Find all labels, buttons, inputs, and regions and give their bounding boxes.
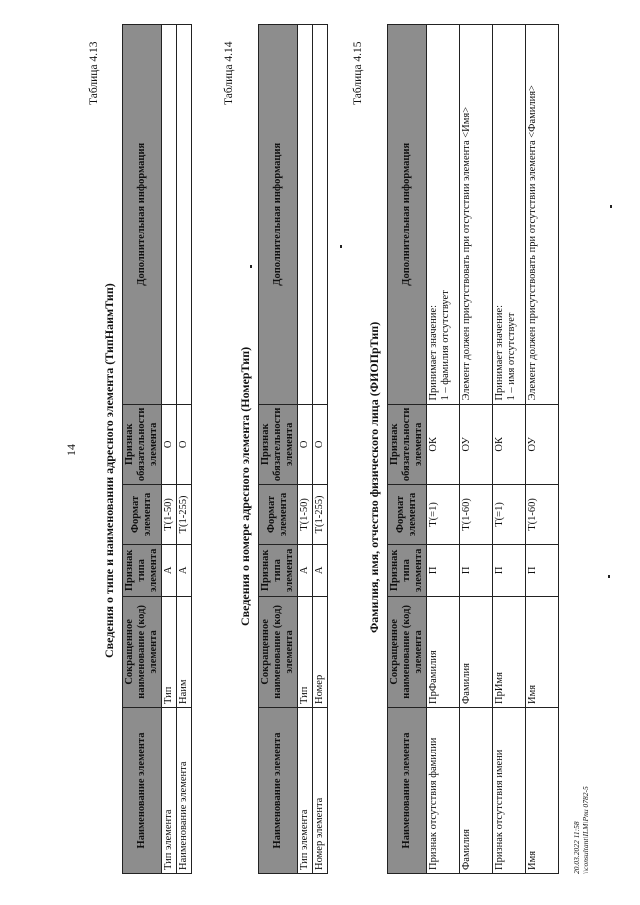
element-format-cell: T(1-60) [460,485,493,545]
col-required-header: Признак обязательности элемента [123,404,162,485]
element-code-cell: Тип [162,596,177,707]
table-row [460,25,493,874]
element-required-cell: О [177,404,192,485]
element-info-cell [162,25,177,405]
table-row [526,25,559,874]
table-4-15 [387,24,559,874]
element-required-cell: ОУ [460,404,493,485]
col-info-header: Дополнительная информация [388,25,427,405]
element-info-cell: Принимает значение: 1 – имя отсутствует [493,25,526,405]
table-4-14-label: Таблица 4.14 [223,41,235,105]
col-required-header: Признак обязательности элемента [388,404,427,485]
element-type-cell: П [526,544,559,596]
table-row [298,25,313,874]
element-info-cell [298,25,313,405]
col-format-header: Формат элемента [388,485,427,545]
col-name-header: Наименование элемента [388,707,427,873]
element-type-cell: А [177,544,192,596]
element-type-cell: А [313,544,328,596]
element-required-cell: ОК [493,404,526,485]
table-4-13-caption: Сведения о типе и наименовании адресного элемента (ТипНаимТип) [102,283,116,658]
footer-stamp [572,786,591,874]
table-4-13 [122,24,192,874]
element-info-cell: Элемент должен присутствовать при отсутствии элемента <Фамилия> [526,25,559,405]
element-info-cell [313,25,328,405]
element-name-cell: Тип элемента [298,707,313,873]
table-header-row [388,25,427,874]
table-header-row [259,25,298,874]
element-type-cell: П [460,544,493,596]
element-required-cell: О [298,404,313,485]
rotated-document-page [10,8,610,888]
element-type-cell: П [493,544,526,596]
table-4-13-label: Таблица 4.13 [88,41,100,105]
element-code-cell: Тип [298,596,313,707]
col-info-header: Дополнительная информация [259,25,298,405]
element-name-cell: Признак отсутствия фамилии [427,707,460,873]
col-format-header: Формат элемента [259,485,298,545]
element-format-cell: T(=1) [427,485,460,545]
element-format-cell: T(=1) [493,485,526,545]
element-format-cell: T(1-50) [162,485,177,545]
table-row [427,25,460,874]
element-code-cell: Наим [177,596,192,707]
scan-speck [340,245,342,248]
col-code-header: Сокращенное наименование (код) элемента [388,596,427,707]
scan-speck [608,575,610,578]
table-header-row [123,25,162,874]
element-name-cell: Имя [526,707,559,873]
col-info-header: Дополнительная информация [123,25,162,405]
element-info-cell [177,25,192,405]
element-type-cell: П [427,544,460,596]
scan-speck [250,265,252,268]
col-code-header: Сокращенное наименование (код) элемента [123,596,162,707]
element-format-cell: T(1-50) [298,485,313,545]
element-name-cell: Тип элемента [162,707,177,873]
element-name-cell: Номер элемента [313,707,328,873]
element-info-cell: Элемент должен присутствовать при отсутствии элемента <Имя> [460,25,493,405]
element-required-cell: О [313,404,328,485]
col-name-header: Наименование элемента [259,707,298,873]
table-4-14-caption: Сведения о номере адресного элемента (НомерТип) [238,346,252,626]
element-name-cell: Признак отсутствия имени [493,707,526,873]
table-4-15-label: Таблица 4.15 [352,41,364,105]
table-row [313,25,328,874]
col-code-header: Сокращенное наименование (код) элемента [259,596,298,707]
element-code-cell: Имя [526,596,559,707]
element-required-cell: ОК [427,404,460,485]
table-4-15-caption: Фамилия, имя, отчество физического лица (ФИОПрТип) [367,321,381,633]
col-name-header: Наименование элемента [123,707,162,873]
table-row [493,25,526,874]
table-row [162,25,177,874]
element-code-cell: ПрФамилия [427,596,460,707]
element-code-cell: ПрИмя [493,596,526,707]
scan-speck [610,205,612,208]
element-type-cell: А [298,544,313,596]
element-format-cell: T(1-255) [177,485,192,545]
table-row [177,25,192,874]
element-code-cell: Фамилия [460,596,493,707]
element-code-cell: Номер [313,596,328,707]
footer-date: 20.03.2022 11:58 [572,821,581,874]
element-info-cell: Принимает значение: 1 – фамилия отсутствует [427,25,460,405]
element-required-cell: ОУ [526,404,559,485]
element-type-cell: А [162,544,177,596]
element-name-cell: Наименование элемента [177,707,192,873]
col-required-header: Признак обязательности элемента [259,404,298,485]
element-format-cell: T(1-60) [526,485,559,545]
element-format-cell: T(1-255) [313,485,328,545]
footer-path: \\consultant\ILM\Pnu 0782-5 [581,786,591,874]
element-name-cell: Фамилия [460,707,493,873]
col-format-header: Формат элемента [123,485,162,545]
col-type-header: Признак типа элемента [259,544,298,596]
element-required-cell: О [162,404,177,485]
col-type-header: Признак типа элемента [123,544,162,596]
page-number: 14 [64,444,78,456]
table-4-14 [258,24,328,874]
col-type-header: Признак типа элемента [388,544,427,596]
